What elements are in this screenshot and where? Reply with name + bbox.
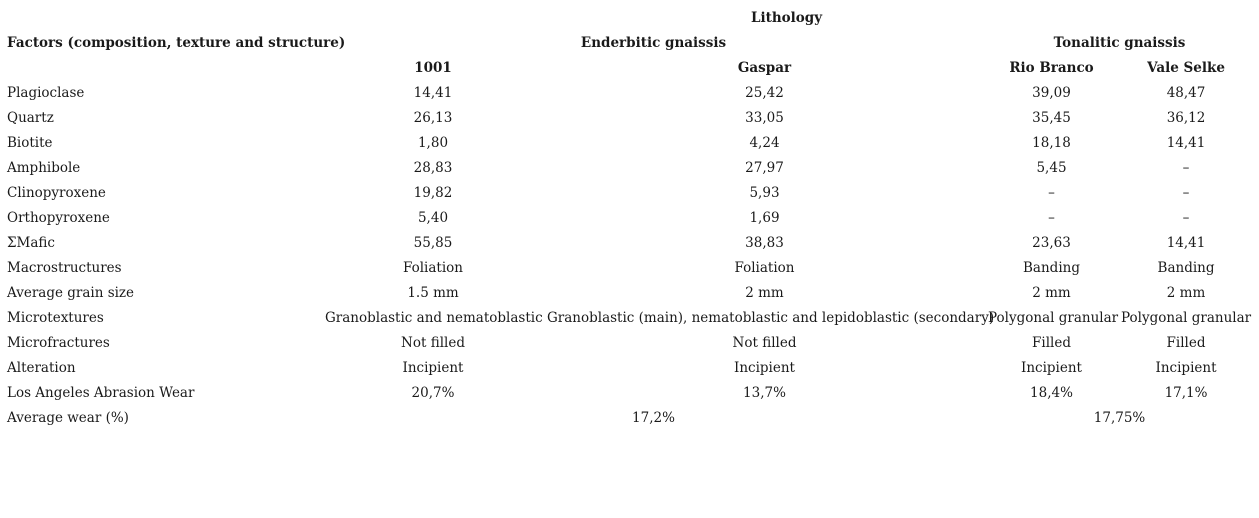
table-cell: 18,4% xyxy=(1030,384,1073,401)
table-cell: 23,63 xyxy=(1032,234,1071,251)
header-row-columns xyxy=(4,55,1254,80)
table-row xyxy=(4,80,1254,105)
row-label: Orthopyroxene xyxy=(7,209,110,226)
table-row xyxy=(4,355,1254,380)
table-cell: 1,69 xyxy=(749,209,780,226)
table-cell: 5,45 xyxy=(1036,159,1067,176)
table-row xyxy=(4,205,1254,230)
table-cell: Foliation xyxy=(402,259,463,276)
average-wear-label: Average wear (%) xyxy=(7,409,129,426)
lithology-header: Lithology xyxy=(751,9,823,26)
table-cell: 18,18 xyxy=(1032,134,1071,151)
table-row xyxy=(4,380,1254,405)
table-cell: 14,41 xyxy=(1166,234,1206,251)
table-cell: 35,45 xyxy=(1032,109,1071,126)
column-header-1001: 1001 xyxy=(414,59,452,76)
row-label: Los Angeles Abrasion Wear xyxy=(7,384,195,401)
table-row xyxy=(4,155,1254,180)
table-row xyxy=(4,280,1254,305)
header-row-lithology xyxy=(4,5,1254,30)
table-cell: Incipient xyxy=(1021,359,1082,376)
row-label: Clinopyroxene xyxy=(7,184,106,201)
table-cell: 13,7% xyxy=(743,384,786,401)
table-cell: 48,47 xyxy=(1166,84,1206,101)
table-cell: Incipient xyxy=(734,359,795,376)
row-label: Amphibole xyxy=(7,159,81,176)
table-cell: 38,83 xyxy=(745,234,784,251)
table-cell: 28,83 xyxy=(413,159,453,176)
table-row xyxy=(4,180,1254,205)
table-cell: Granoblastic and nematoblastic xyxy=(325,309,543,326)
table-row xyxy=(4,330,1254,355)
table-cell: 2 mm xyxy=(745,284,784,301)
table-row xyxy=(4,105,1254,130)
column-header-gaspar: Gaspar xyxy=(737,59,792,76)
factors-header: Factors (composition, texture and structure) xyxy=(7,34,346,51)
average-wear-value: 17,2% xyxy=(632,409,675,426)
row-label: Biotite xyxy=(7,134,53,151)
table-cell: 27,97 xyxy=(745,159,784,176)
table-cell: – xyxy=(1182,159,1190,176)
table-cell: 1.5 mm xyxy=(407,284,459,301)
row-label: Average grain size xyxy=(7,284,135,301)
average-wear-row xyxy=(4,405,1254,430)
row-label: Macrostructures xyxy=(7,259,122,276)
row-label: Microfractures xyxy=(7,334,110,351)
row-label: ΣMafic xyxy=(7,234,55,251)
table-cell: 2 mm xyxy=(1032,284,1071,301)
table-cell: Incipient xyxy=(402,359,464,376)
table-row xyxy=(4,305,1254,330)
group-header-enderbitic: Enderbitic gnaissis xyxy=(580,34,727,51)
table-row xyxy=(4,230,1254,255)
row-label: Alteration xyxy=(7,359,76,376)
table-cell: Filled xyxy=(1032,334,1071,351)
table-cell: 20,7% xyxy=(411,384,455,401)
table-cell: Polygonal granular xyxy=(1121,309,1252,326)
table-cell: 2 mm xyxy=(1166,284,1206,301)
table-cell: 5,93 xyxy=(749,184,780,201)
table-cell: Foliation xyxy=(734,259,795,276)
table-cell: 26,13 xyxy=(413,109,453,126)
table-cell: 25,42 xyxy=(745,84,784,101)
table-cell: Banding xyxy=(1157,259,1215,276)
table-cell: Banding xyxy=(1023,259,1080,276)
table-cell: 39,09 xyxy=(1032,84,1071,101)
table-cell: – xyxy=(1182,209,1190,226)
table-row xyxy=(4,130,1254,155)
table-cell: 17,1% xyxy=(1164,384,1208,401)
group-header-tonalitic: Tonalitic gnaissis xyxy=(1053,34,1186,51)
table-cell: Incipient xyxy=(1155,359,1217,376)
table-cell: 14,41 xyxy=(413,84,453,101)
row-label: Microtextures xyxy=(7,309,104,326)
table-cell: 4,24 xyxy=(749,134,780,151)
average-wear-value: 17,75% xyxy=(1093,409,1146,426)
row-label: Quartz xyxy=(7,109,54,126)
table-cell: – xyxy=(1048,209,1055,226)
row-label: Plagioclase xyxy=(7,84,85,101)
table-cell: 36,12 xyxy=(1166,109,1206,126)
table-cell: Not filled xyxy=(401,334,465,351)
table-cell: Not filled xyxy=(732,334,797,351)
column-header-vale-selke: Vale Selke xyxy=(1147,59,1225,76)
table-cell: Polygonal granular xyxy=(988,309,1119,326)
table-cell: 19,82 xyxy=(413,184,453,201)
table-cell: Granoblastic (main), nematoblastic and lepidoblastic (secondary) xyxy=(547,309,995,326)
table-cell: – xyxy=(1182,184,1190,201)
column-header-rio-branco: Rio Branco xyxy=(1009,59,1094,76)
table-row xyxy=(4,255,1254,280)
table-cell: Filled xyxy=(1166,334,1206,351)
table-cell: – xyxy=(1048,184,1055,201)
lithology-table xyxy=(4,5,1254,430)
header-row-groups xyxy=(4,30,1254,55)
table-cell: 1,80 xyxy=(417,134,449,151)
table-cell: 5,40 xyxy=(417,209,449,226)
table-cell: 55,85 xyxy=(413,234,453,251)
table-cell: 33,05 xyxy=(745,109,784,126)
table-cell: 14,41 xyxy=(1166,134,1206,151)
